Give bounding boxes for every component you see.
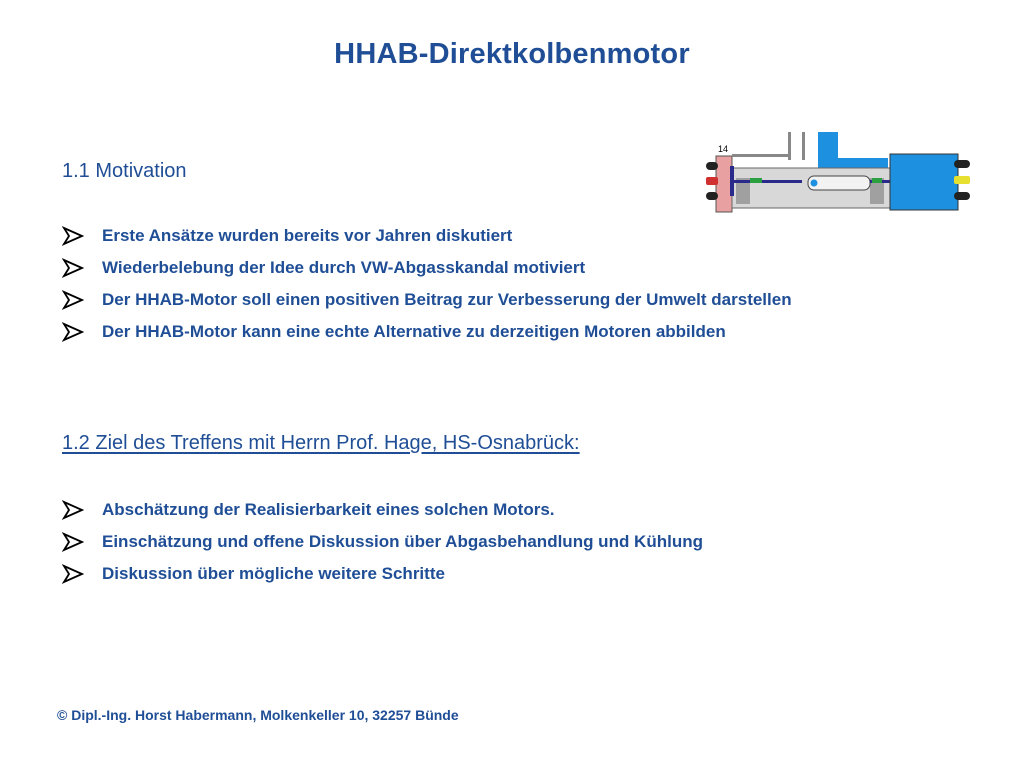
list-item-text: Der HHAB-Motor kann eine echte Alternative zu derzeitigen Motoren abbilden bbox=[102, 322, 726, 341]
list-item bbox=[62, 499, 703, 531]
list-item-text: Abschätzung der Realisierbarkeit eines solchen Motors. bbox=[102, 500, 555, 519]
pipe-vertical bbox=[802, 132, 805, 160]
arrow-bullet-icon bbox=[62, 290, 84, 310]
list-item bbox=[62, 289, 792, 321]
section-heading-motivation: 1.1 Motivation bbox=[62, 160, 187, 182]
pipe-horizontal bbox=[732, 154, 788, 157]
engine-diagram bbox=[700, 132, 980, 214]
list-item bbox=[62, 563, 703, 595]
piston-pin bbox=[811, 180, 818, 187]
list-item-text: Wiederbelebung der Idee durch VW-Abgasskandal motiviert bbox=[102, 258, 586, 277]
arrow-bullet-icon bbox=[62, 258, 84, 278]
motivation-list bbox=[62, 225, 792, 353]
left-cylinder-block bbox=[716, 156, 732, 212]
pipe-vertical bbox=[788, 132, 791, 160]
connector-black-bottom-left bbox=[706, 192, 718, 200]
list-item-text: Der HHAB-Motor soll einen positiven Beitrag zur Verbesserung der Umwelt darstellen bbox=[102, 290, 792, 309]
list-item bbox=[62, 257, 792, 289]
list-item bbox=[62, 531, 703, 563]
rod-end-left bbox=[730, 166, 734, 196]
list-item-text: Erste Ansätze wurden bereits vor Jahren diskutiert bbox=[102, 226, 513, 245]
connector-black-bottom-right bbox=[954, 192, 970, 200]
valve-green-right bbox=[872, 178, 882, 183]
section-heading-meeting-goal: 1.2 Ziel des Treffens mit Herrn Prof. Hage, HS-Osnabrück: bbox=[62, 432, 580, 454]
arrow-bullet-icon bbox=[62, 226, 84, 246]
arrow-bullet-icon bbox=[62, 564, 84, 584]
list-item bbox=[62, 225, 792, 257]
footer-copyright: © Dipl.-Ing. Horst Habermann, Molkenkeller 10, 32257 Bünde bbox=[57, 707, 459, 723]
connector-black-top-right bbox=[954, 160, 970, 168]
arrow-bullet-icon bbox=[62, 322, 84, 342]
valve-green-left bbox=[750, 178, 762, 183]
page-title: HHAB-Direktkolbenmotor bbox=[334, 38, 690, 70]
list-item-text: Einschätzung und offene Diskussion über Abgasbehandlung und Kühlung bbox=[102, 532, 703, 551]
diagram-label: 14 bbox=[718, 144, 729, 154]
list-item bbox=[62, 321, 792, 353]
connector-yellow-right bbox=[954, 176, 970, 184]
coolant-channel-horizontal bbox=[818, 158, 888, 168]
arrow-bullet-icon bbox=[62, 532, 84, 552]
right-cylinder-block bbox=[890, 154, 958, 210]
connector-black-top-left bbox=[706, 162, 718, 170]
meeting-goal-list bbox=[62, 499, 703, 595]
arrow-bullet-icon bbox=[62, 500, 84, 520]
connector-red-left bbox=[706, 177, 718, 185]
piston-rod-left bbox=[732, 180, 802, 183]
list-item-text: Diskussion über mögliche weitere Schritte bbox=[102, 564, 445, 583]
